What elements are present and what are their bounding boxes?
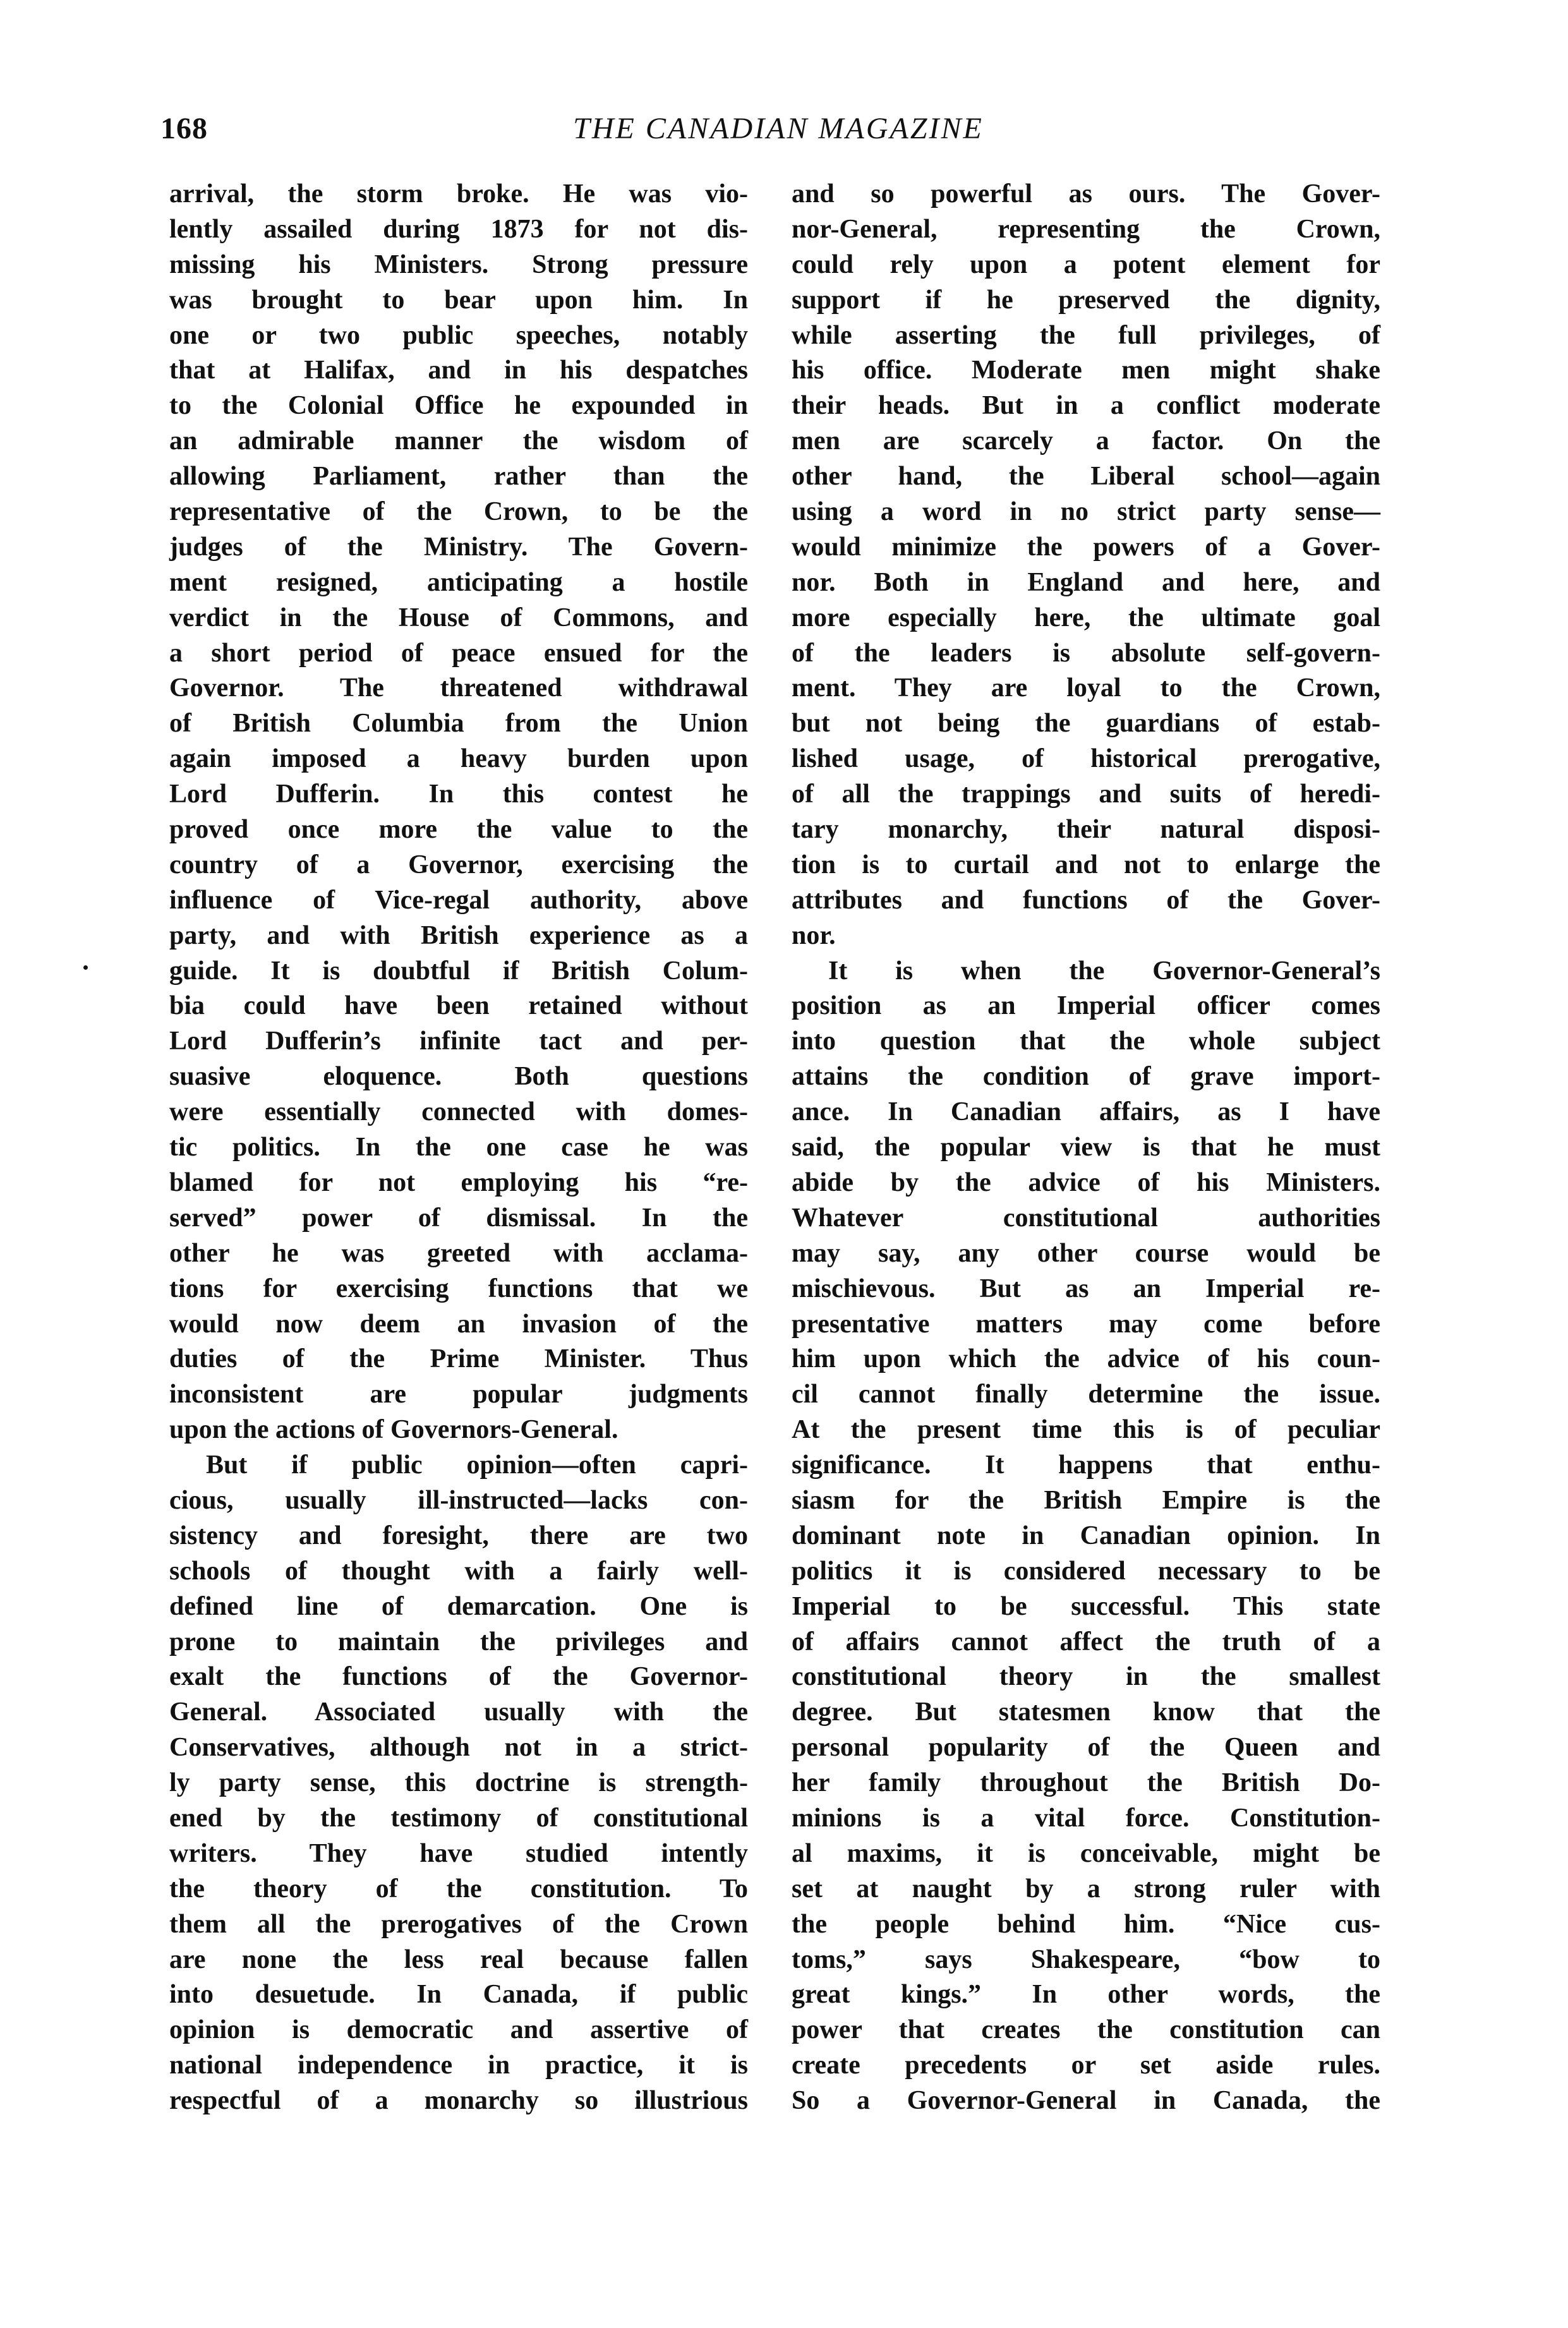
text-line: using a word in no strict party sense— bbox=[792, 497, 1380, 527]
text-line: nor. bbox=[792, 920, 836, 950]
paragraph bbox=[792, 954, 1380, 2119]
text-line: the people behind him. “Nice cus- bbox=[792, 1909, 1380, 1939]
text-line: a short period of peace ensued for the bbox=[169, 638, 748, 668]
text-line: create precedents or set aside rules. bbox=[792, 2051, 1380, 2080]
text-line: suasive eloquence. Both questions bbox=[169, 1062, 748, 1092]
text-line: said, the popular view is that he must bbox=[792, 1133, 1380, 1162]
text-line: significance. It happens that enthu- bbox=[792, 1450, 1380, 1480]
text-line: would now deem an invasion of the bbox=[169, 1309, 748, 1339]
text-line: ment. They are loyal to the Crown, bbox=[792, 673, 1380, 703]
text-line: set at naught by a strong ruler with bbox=[792, 1874, 1380, 1903]
text-line: ment resigned, anticipating a hostile bbox=[169, 567, 748, 597]
text-line: degree. But statesmen know that the bbox=[792, 1698, 1380, 1727]
text-line: while asserting the full privileges, of bbox=[792, 320, 1380, 350]
text-line: duties of the Prime Minister. Thus bbox=[169, 1344, 748, 1374]
text-line: General. Associated usually with the bbox=[169, 1698, 748, 1727]
text-line: them all the prerogatives of the Crown bbox=[169, 1909, 748, 1939]
text-line: ened by the testimony of constitutional bbox=[169, 1803, 748, 1833]
right-column bbox=[792, 177, 1380, 2119]
text-line: one or two public speeches, notably bbox=[169, 320, 748, 350]
text-line: was brought to bear upon him. In bbox=[169, 285, 748, 315]
text-line: were essentially connected with domes- bbox=[169, 1097, 748, 1127]
text-line: cil cannot finally determine the issue. bbox=[792, 1380, 1380, 1409]
text-line: guide. It is doubtful if British Colum- bbox=[169, 956, 748, 986]
text-line: Whatever constitutional authorities bbox=[792, 1203, 1380, 1233]
text-line: dominant note in Canadian opinion. In bbox=[792, 1521, 1380, 1550]
text-line: missing his Ministers. Strong pressure bbox=[169, 250, 748, 279]
text-line: him upon which the advice of his coun- bbox=[792, 1344, 1380, 1374]
text-line: Conservatives, although not in a strict- bbox=[169, 1733, 748, 1763]
text-line: schools of thought with a fairly well- bbox=[169, 1556, 748, 1586]
text-line: ance. In Canadian affairs, as I have bbox=[792, 1097, 1380, 1127]
text-line: inconsistent are popular judgments bbox=[169, 1380, 748, 1409]
text-line: abide by the advice of his Ministers. bbox=[792, 1167, 1380, 1197]
text-line: party, and with British experience as a bbox=[169, 920, 748, 950]
text-line: attributes and functions of the Gover- bbox=[792, 885, 1380, 915]
text-line: blamed for not employing his “re- bbox=[169, 1167, 748, 1197]
text-line: But if public opinion—often capri- bbox=[206, 1450, 748, 1480]
text-line: opinion is democratic and assertive of bbox=[169, 2015, 748, 2045]
text-line: siasm for the British Empire is the bbox=[792, 1485, 1380, 1515]
text-line: the theory of the constitution. To bbox=[169, 1874, 748, 1903]
text-line: other hand, the Liberal school—again bbox=[792, 462, 1380, 492]
paragraph bbox=[792, 177, 1380, 954]
text-line: arrival, the storm broke. He was vio- bbox=[169, 179, 748, 208]
text-line: of all the trappings and suits of heredi- bbox=[792, 780, 1380, 809]
text-line: representative of the Crown, to be the bbox=[169, 497, 748, 527]
left-column bbox=[169, 177, 748, 2119]
text-line: to the Colonial Office he expounded in bbox=[169, 391, 748, 421]
text-line: tions for exercising functions that we bbox=[169, 1274, 748, 1303]
text-line: other he was greeted with acclama- bbox=[169, 1238, 748, 1268]
text-line: position as an Imperial officer comes bbox=[792, 991, 1380, 1021]
text-line: cious, usually ill-instructed—lacks con- bbox=[169, 1485, 748, 1515]
text-line: Lord Dufferin. In this contest he bbox=[169, 780, 748, 809]
text-line: presentative matters may come before bbox=[792, 1309, 1380, 1339]
text-line: judges of the Ministry. The Govern- bbox=[169, 532, 748, 562]
text-line: nor-General, representing the Crown, bbox=[792, 214, 1380, 244]
text-line: exalt the functions of the Governor- bbox=[169, 1662, 748, 1692]
page-number: 168 bbox=[160, 112, 208, 145]
text-line: influence of Vice-regal authority, above bbox=[169, 885, 748, 915]
text-line: upon the actions of Governors-General. bbox=[169, 1415, 618, 1445]
text-line: are none the less real because fallen bbox=[169, 1945, 748, 1974]
text-line: lently assailed during 1873 for not dis- bbox=[169, 214, 748, 244]
text-line: into question that the whole subject bbox=[792, 1027, 1380, 1056]
text-line: again imposed a heavy burden upon bbox=[169, 744, 748, 774]
text-line: of British Columbia from the Union bbox=[169, 709, 748, 739]
text-line: al maxims, it is conceivable, might be bbox=[792, 1838, 1380, 1868]
text-line: defined line of demarcation. One is bbox=[169, 1591, 748, 1621]
text-line: bia could have been retained without bbox=[169, 991, 748, 1021]
text-line: At the present time this is of peculiar bbox=[792, 1415, 1380, 1445]
text-line: country of a Governor, exercising the bbox=[169, 850, 748, 879]
text-line: that at Halifax, and in his despatches bbox=[169, 356, 748, 385]
text-line: So a Governor-General in Canada, the bbox=[792, 2086, 1380, 2116]
text-line: would minimize the powers of a Gover- bbox=[792, 532, 1380, 562]
text-line: may say, any other course would be bbox=[792, 1238, 1380, 1268]
text-line: tion is to curtail and not to enlarge the bbox=[792, 850, 1380, 879]
text-line: their heads. But in a conflict moderate bbox=[792, 391, 1380, 421]
text-line: Lord Dufferin’s infinite tact and per- bbox=[169, 1027, 748, 1056]
text-line: minions is a vital force. Constitution- bbox=[792, 1803, 1380, 1833]
text-line: Governor. The threatened withdrawal bbox=[169, 673, 748, 703]
text-line: support if he preserved the dignity, bbox=[792, 285, 1380, 315]
paragraph bbox=[169, 177, 748, 1448]
text-line: and so powerful as ours. The Gover- bbox=[792, 179, 1380, 208]
text-line: men are scarcely a factor. On the bbox=[792, 426, 1380, 456]
text-line: personal popularity of the Queen and bbox=[792, 1733, 1380, 1763]
text-line: It is when the Governor-General’s bbox=[828, 956, 1380, 986]
text-line: his office. Moderate men might shake bbox=[792, 356, 1380, 385]
text-line: sistency and foresight, there are two bbox=[169, 1521, 748, 1550]
text-line: prone to maintain the privileges and bbox=[169, 1627, 748, 1656]
text-line: of affairs cannot affect the truth of a bbox=[792, 1627, 1380, 1656]
running-title: THE CANADIAN MAGAZINE bbox=[573, 112, 984, 145]
text-line: lished usage, of historical prerogative, bbox=[792, 744, 1380, 774]
text-line: more especially here, the ultimate goal bbox=[792, 603, 1380, 632]
text-line: writers. They have studied intently bbox=[169, 1838, 748, 1868]
text-line: mischievous. But as an Imperial re- bbox=[792, 1274, 1380, 1303]
text-line: proved once more the value to the bbox=[169, 815, 748, 845]
text-line: power that creates the constitution can bbox=[792, 2015, 1380, 2045]
text-line: her family throughout the British Do- bbox=[792, 1768, 1380, 1798]
text-line: tary monarchy, their natural disposi- bbox=[792, 815, 1380, 845]
text-line: tic politics. In the one case he was bbox=[169, 1133, 748, 1162]
text-line: allowing Parliament, rather than the bbox=[169, 462, 748, 492]
text-line: verdict in the House of Commons, and bbox=[169, 603, 748, 632]
text-line: respectful of a monarchy so illustrious bbox=[169, 2086, 748, 2116]
text-line: nor. Both in England and here, and bbox=[792, 567, 1380, 597]
scan-speck-mark bbox=[83, 965, 88, 970]
text-line: an admirable manner the wisdom of bbox=[169, 426, 748, 456]
text-line: Imperial to be successful. This state bbox=[792, 1591, 1380, 1621]
text-line: attains the condition of grave import- bbox=[792, 1062, 1380, 1092]
text-line: into desuetude. In Canada, if public bbox=[169, 1980, 748, 2010]
text-line: but not being the guardians of estab- bbox=[792, 709, 1380, 739]
text-line: constitutional theory in the smallest bbox=[792, 1662, 1380, 1692]
text-line: could rely upon a potent element for bbox=[792, 250, 1380, 279]
text-line: great kings.” In other words, the bbox=[792, 1980, 1380, 2010]
text-line: politics it is considered necessary to be bbox=[792, 1556, 1380, 1586]
text-line: national independence in practice, it is bbox=[169, 2051, 748, 2080]
text-line: ly party sense, this doctrine is strength- bbox=[169, 1768, 748, 1798]
text-line: served” power of dismissal. In the bbox=[169, 1203, 748, 1233]
paragraph bbox=[169, 1448, 748, 2119]
text-line: toms,” says Shakespeare, “bow to bbox=[792, 1945, 1380, 1974]
text-line: of the leaders is absolute self-govern- bbox=[792, 638, 1380, 668]
